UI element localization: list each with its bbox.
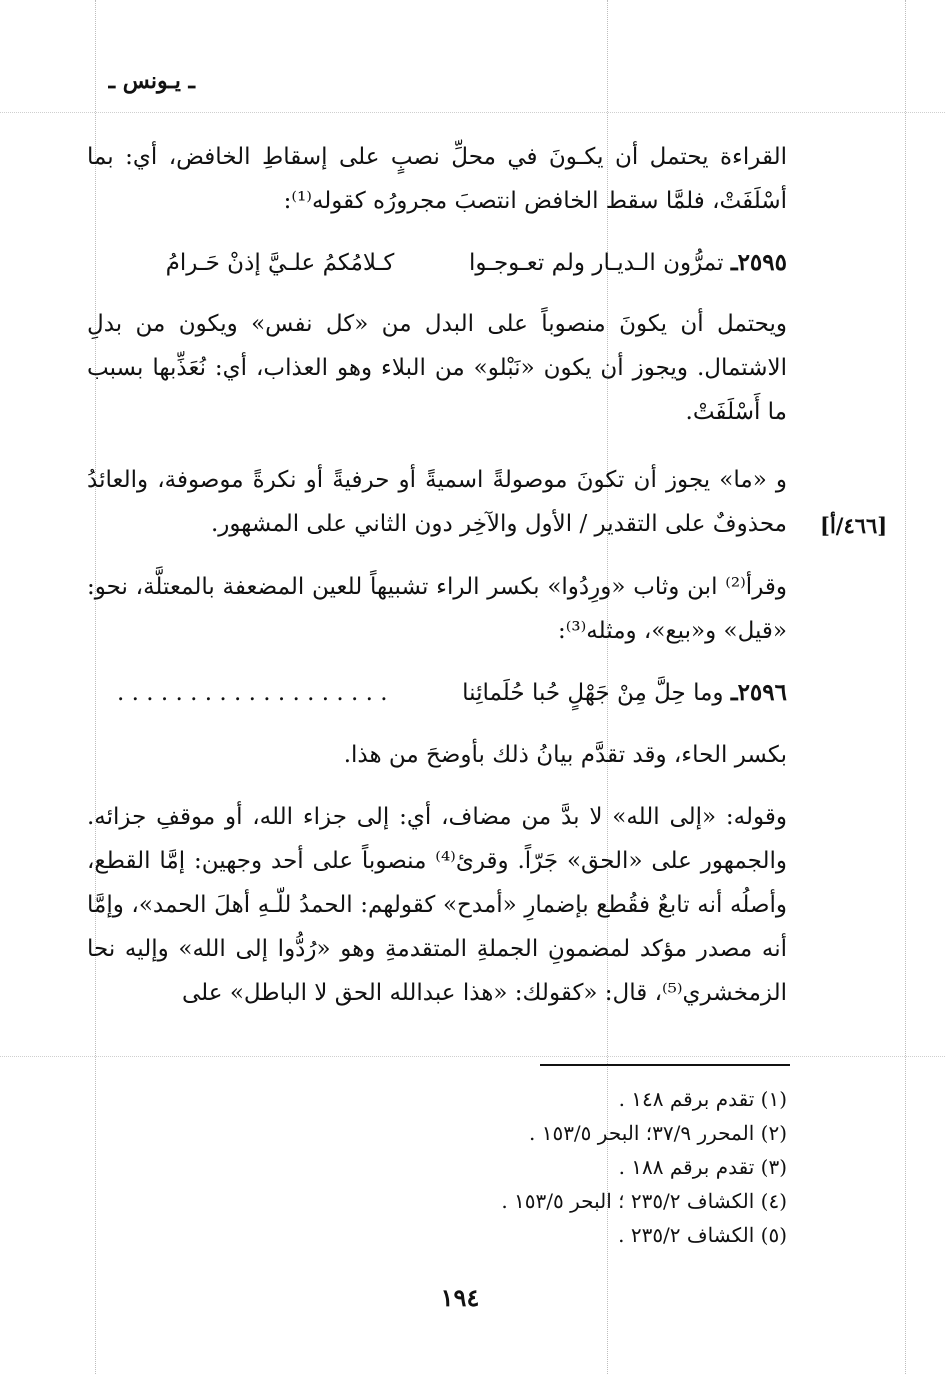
paragraph: ويحتمل أن يكونَ منصوباً على البدل من «كل نفس» ويكون من بدلِ الاشتمال. ويجوز أن يكون «نَبْلو» من البلاء وهو العذاب، أي: نُعَذِّبها بسبب ما أَسْلَفَتْ. [87, 311, 787, 425]
footnotes [387, 1082, 787, 1252]
verse-first-half: وما حِلَّ مِنْ جَهْلٍ حُبا حُلَمائِنا [462, 680, 724, 706]
manuscript-folio-reference: [٤٦٦/أ] [820, 513, 888, 538]
footnote: (١) تقدم برقم ١٤٨ . [618, 1087, 787, 1111]
paragraph: القراءة يحتمل أن يكـونَ في محلِّ نصبٍ على إسقاطِ الخافض، أي: بما أسْلَفَتْ، فلمَّا سقط الخافض انتصبَ مجرورُه كقوله⁽¹⁾: [87, 144, 787, 214]
poem-verse [87, 241, 787, 285]
footnote: (٢) المحرر ٣٧/٩؛ البحر ١٥٣/٥ . [528, 1121, 787, 1145]
poem-verse [87, 671, 787, 715]
footnote-separator [540, 1064, 790, 1066]
footnote: (٣) تقدم برقم ١٨٨ . [618, 1155, 787, 1179]
paragraph: وقوله: «إلى الله» لا بدَّ من مضاف، أي: إلى جزاء الله، أو موقفِ جزائه. والجمهور على «الحق» جَرّاً. وقرئ⁽⁴⁾ منصوباً على أحد وجهين: إمَّا القطع، وأصلُه أنه تابعٌ فقُطع بإضمارِ «أمدح» كقولهم: الحمدُ للّـهِ أهلَ الحمد»، وإمَّا أنه مصدر مؤكد لمضمونِ الجملةِ المتقدمةِ وهو «رُدُّوا إلى الله» وإليه نحا الزمخشري⁽⁵⁾، قال: «كقولك: «هذا عبدالله الحق لا الباطل» على [87, 804, 787, 1006]
verse-second-half: . . . . . . . . . . . . . . . . . . . [117, 680, 388, 706]
verse-first-half: تمرُّون الـديـار ولم تعـوجـوا [468, 250, 724, 276]
paragraph: و «ما» يجوز أن تكونَ موصولةً اسميةً أو حرفيةً أو نكرةً موصوفة، والعائدُ محذوفٌ على التقدير / الأول والآخِر دون الثاني على المشهور. [87, 467, 787, 537]
running-header: ـ يـونس ـ [108, 68, 195, 94]
paragraph: وقرأ⁽²⁾ ابن وثاب «ورِدُوا» بكسر الراء تشبيهاً للعين المضعفة بالمعتلَّة، نحو: «قيل» و«بيع»، ومثله⁽³⁾: [87, 574, 787, 644]
page-number: ١٩٤ [440, 1283, 480, 1312]
footnote: (٤) الكشاف ٢٣٥/٢ ؛ البحر ١٥٣/٥ . [501, 1189, 787, 1213]
scan-guide-line [0, 112, 945, 113]
paragraph: بكسر الحاء، وقد تقدَّم بيانُ ذلك بأوضحَ من هذا. [343, 742, 787, 768]
verse-number: ٢٥٩٦ـ [730, 679, 787, 706]
scan-guide-line [905, 0, 906, 1374]
scan-guide-line [0, 1056, 945, 1057]
footnote: (٥) الكشاف ٢٣٥/٢ . [618, 1223, 787, 1247]
verse-number: ٢٥٩٥ـ [730, 249, 787, 276]
verse-second-half: كـلامُكمُ علـيَّ إذنْ حَـرامُ [165, 250, 395, 276]
